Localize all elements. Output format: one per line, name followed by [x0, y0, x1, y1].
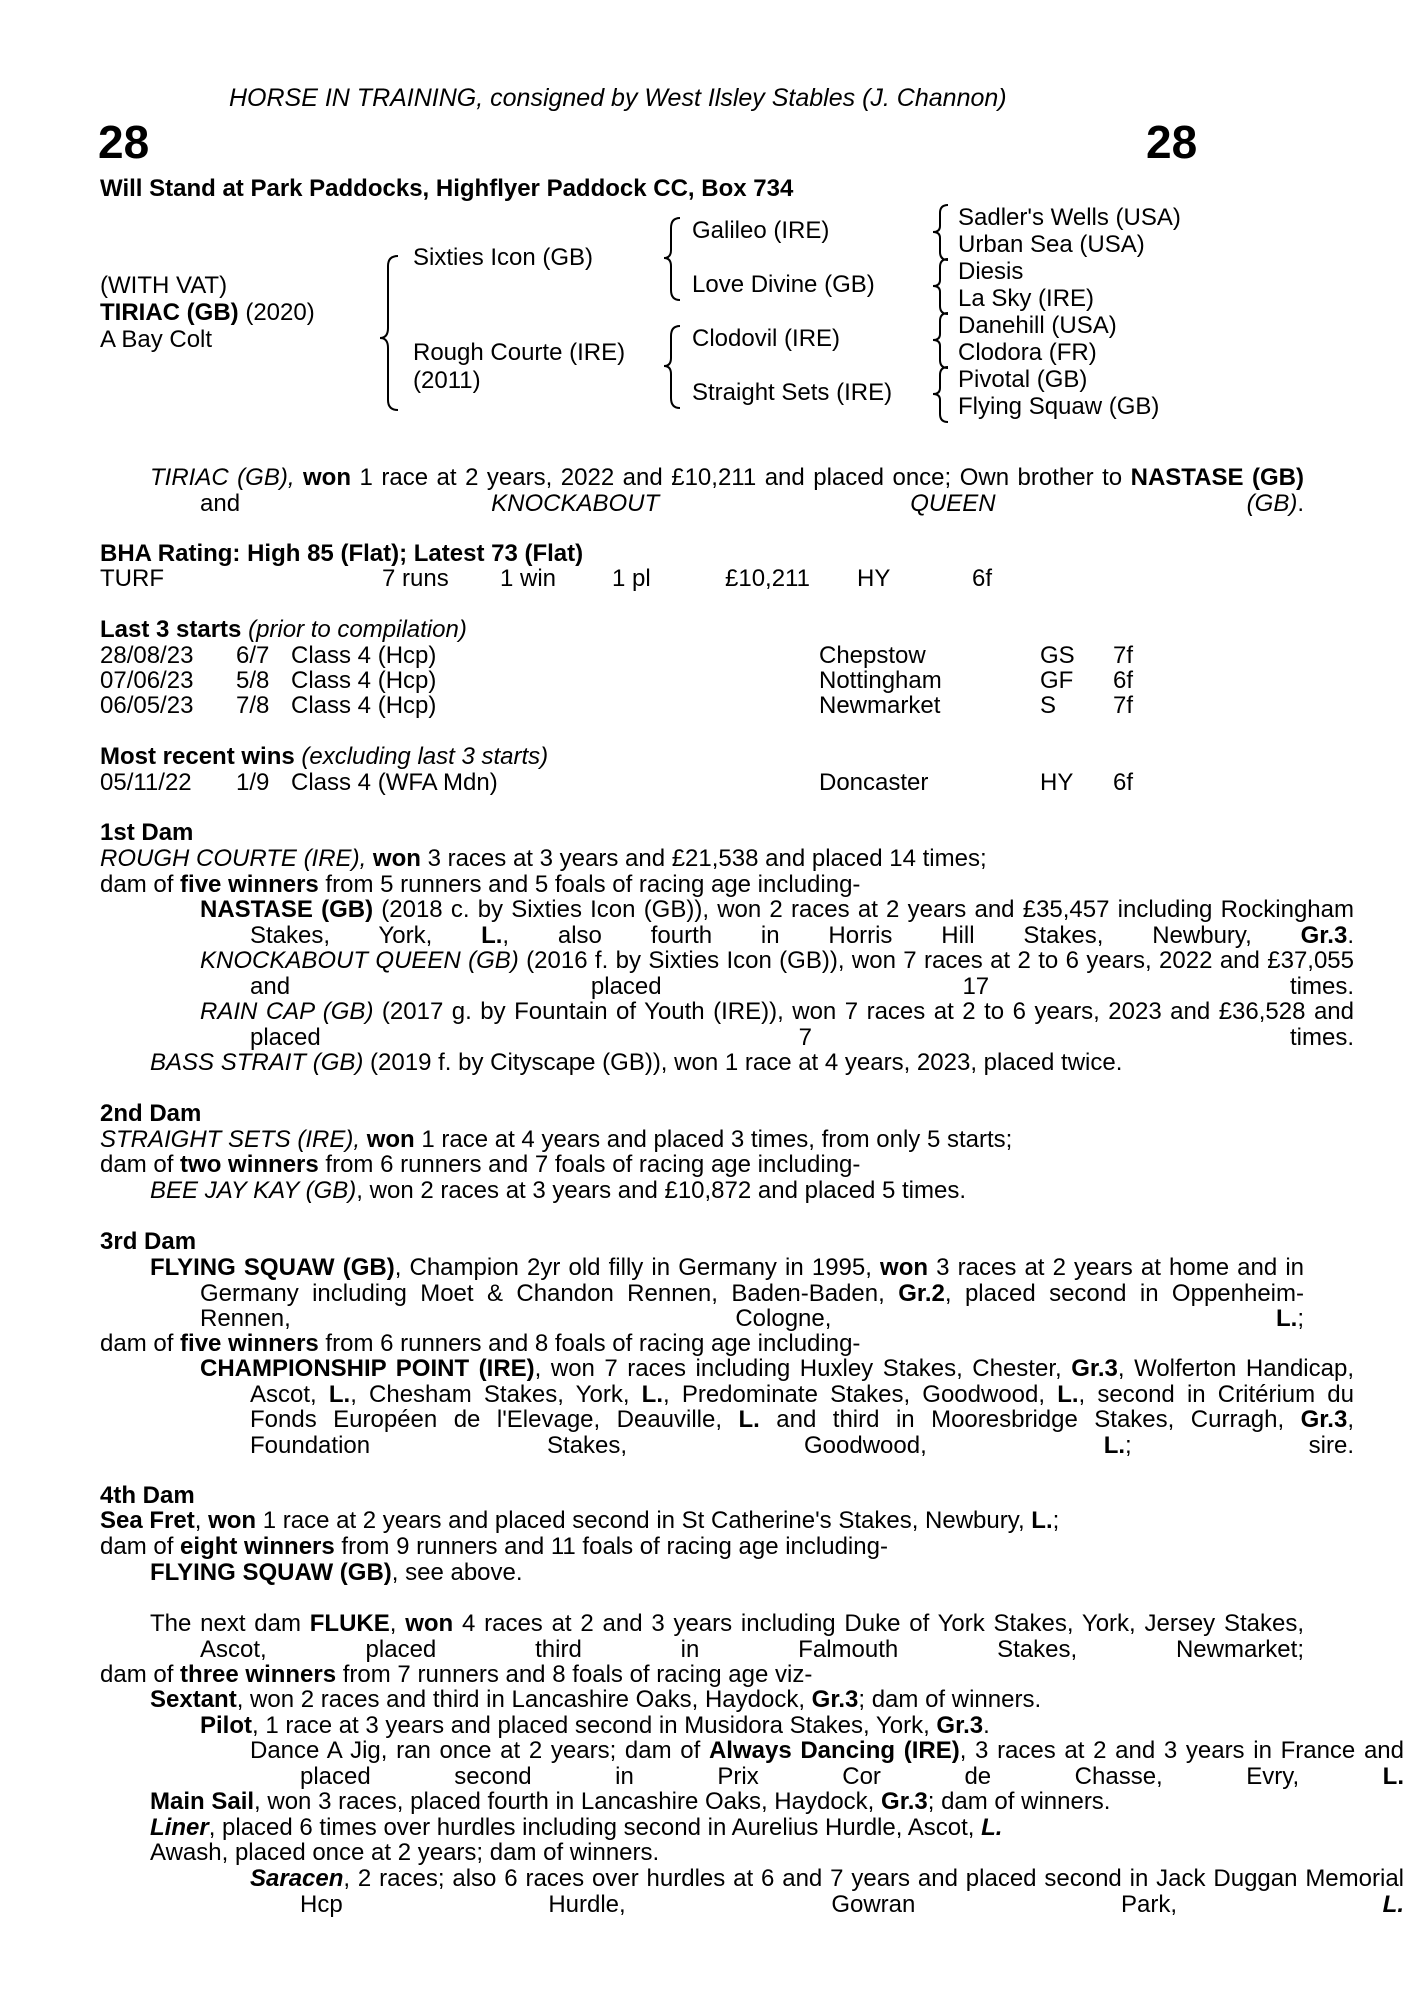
list-item: Liner, placed 6 times over hurdles including second in Aurelius Hurdle, Ascot, L.	[150, 1814, 1003, 1841]
dam-year: (2011)	[413, 367, 481, 394]
first-dam-produce: dam of five winners from 5 runners and 5 foals of racing age including-	[100, 871, 861, 898]
list-item: Pilot, 1 race at 3 years and placed second in Musidora Stakes, York, Gr.3.	[200, 1712, 990, 1739]
pedigree-g3-6: Clodora (FR)	[958, 339, 1097, 366]
last-starts-heading: Last 3 starts (prior to compilation)	[100, 616, 467, 643]
turf-record: TURF 7 runs 1 win 1 pl £10,211 HY 6f	[100, 565, 993, 592]
pedigree-g3-8: Flying Squaw (GB)	[958, 393, 1160, 420]
list-item: Dance A Jig, ran once at 2 years; dam of Always Dancing (IRE), 3 races at 2 and 3 years in France and placed second in Prix Cor de Chasse, Evry, L.	[250, 1737, 1404, 1790]
list-item: Awash, placed once at 2 years; dam of winners.	[150, 1839, 660, 1866]
recent-wins-heading: Most recent wins (excluding last 3 starts)	[100, 743, 549, 770]
lot-number-right: 28	[1146, 116, 1198, 168]
pedigree-dam-dam: Straight Sets (IRE)	[692, 379, 893, 406]
second-dam-produce: dam of two winners from 6 runners and 7 foals of racing age including-	[100, 1151, 861, 1178]
sire-name: Sixties Icon (GB)	[413, 244, 594, 271]
list-item: Sextant, won 2 races and third in Lancashire Oaks, Haydock, Gr.3; dam of winners.	[150, 1686, 1042, 1713]
pedigree-sire-dam: Love Divine (GB)	[692, 271, 875, 298]
lot-number-left: 28	[98, 116, 150, 168]
third-dam-produce: dam of five winners from 6 runners and 8 foals of racing age including-	[100, 1330, 861, 1357]
list-item: CHAMPIONSHIP POINT (IRE), won 7 races including Huxley Stakes, Chester, Gr.3, Wolferton Handicap, Ascot, L., Chesham Stakes, York, L., Predominate Stakes, Goodwood, L., second in Critérium du Fonds Européen de l'Elevage, Deauville, L. and third in Mooresbridge Stakes, Curragh, Gr.3, Foundation Stakes, Goodwood, L.; sire.	[200, 1355, 1354, 1459]
pedigree-g3-1: Sadler's Wells (USA)	[958, 204, 1181, 231]
list-item: RAIN CAP (GB) (2017 g. by Fountain of Youth (IRE)), won 7 races at 2 to 6 years, 2023 and £36,528 and placed 7 times.	[200, 998, 1354, 1051]
pedigree-g3-5: Danehill (USA)	[958, 312, 1117, 339]
next-dam-record: The next dam FLUKE, won 4 races at 2 and 3 years including Duke of York Stakes, York, Jersey Stakes, Ascot, placed third in Falmouth Stakes, Newmarket;	[150, 1610, 1304, 1663]
list-item: BASS STRAIT (GB) (2019 f. by Cityscape (GB)), won 1 race at 4 years, 2023, placed twice.	[150, 1049, 1123, 1076]
third-dam-record: FLYING SQUAW (GB), Champion 2yr old filly in Germany in 1995, won 3 races at 2 years at home and in Germany including Moet & Chandon Rennen, Baden-Baden, Gr.2, placed second in Oppenheim-Rennen, Cologne, L.;	[150, 1254, 1305, 1332]
list-item: NASTASE (GB) (2018 c. by Sixties Icon (GB)), won 2 races at 2 years and £35,457 including Rockingham Stakes, York, L., also fourth in Horris Hill Stakes, Newbury, Gr.3.	[200, 896, 1354, 949]
table-row: 06/05/23 7/8 Class 4 (Hcp) Newmarket S 7f	[100, 692, 1134, 719]
fourth-dam-heading: 4th Dam	[100, 1482, 195, 1509]
table-row: 07/06/23 5/8 Class 4 (Hcp) Nottingham GF 6f	[100, 667, 1134, 694]
horse-year: (2020)	[238, 299, 315, 326]
list-item: BEE JAY KAY (GB), won 2 races at 3 years and £10,872 and placed 5 times.	[150, 1177, 967, 1204]
pedigree-g3-7: Pivotal (GB)	[958, 366, 1088, 393]
pedigree-g3-3: Diesis	[958, 258, 1024, 285]
list-item: FLYING SQUAW (GB), see above.	[150, 1559, 523, 1586]
fourth-dam-produce: dam of eight winners from 9 runners and 11 foals of racing age including-	[100, 1533, 888, 1560]
table-row: 05/11/22 1/9 Class 4 (WFA Mdn) Doncaster HY 6f	[100, 769, 1134, 796]
dam-name: Rough Courte (IRE)	[413, 339, 626, 366]
horse-name: TIRIAC (GB)	[100, 299, 239, 326]
second-dam-record: STRAIGHT SETS (IRE), won 1 race at 4 years and placed 3 times, from only 5 starts;	[100, 1126, 1013, 1153]
race-summary: TIRIAC (GB), won 1 race at 2 years, 2022 and £10,211 and placed once; Own brother to NASTASE (GB) and KNOCKABOUT QUEEN (GB).	[150, 464, 1304, 517]
bha-rating: BHA Rating: High 85 (Flat); Latest 73 (Flat)	[100, 540, 584, 567]
fourth-dam-record: Sea Fret, won 1 race at 2 years and placed second in St Catherine's Stakes, Newbury, L.;	[100, 1507, 1060, 1534]
list-item: Main Sail, won 3 races, placed fourth in Lancashire Oaks, Haydock, Gr.3; dam of winners.	[150, 1788, 1111, 1815]
third-dam-heading: 3rd Dam	[100, 1228, 197, 1255]
stand-location: Will Stand at Park Paddocks, Highflyer Paddock CC, Box 734	[100, 175, 794, 202]
list-item: KNOCKABOUT QUEEN (GB) (2016 f. by Sixties Icon (GB)), won 7 races at 2 to 6 years, 2022 and £37,055 and placed 17 times.	[200, 947, 1355, 1000]
vat-note: (WITH VAT)	[100, 272, 228, 299]
table-row: 28/08/23 6/7 Class 4 (Hcp) Chepstow GS 7f	[100, 642, 1134, 669]
first-dam-record: ROUGH COURTE (IRE), won 3 races at 3 years and £21,538 and placed 14 times;	[100, 845, 987, 872]
consignment-title: HORSE IN TRAINING, consigned by West Ilsley Stables (J. Channon)	[229, 84, 1007, 112]
second-dam-heading: 2nd Dam	[100, 1100, 202, 1127]
next-dam-produce: dam of three winners from 7 runners and 8 foals of racing age viz-	[100, 1661, 813, 1688]
pedigree-dam-sire: Clodovil (IRE)	[692, 325, 841, 352]
first-dam-heading: 1st Dam	[100, 819, 194, 846]
list-item: Saracen, 2 races; also 6 races over hurdles at 6 and 7 years and placed second in Jack Duggan Memorial Hcp Hurdle, Gowran Park, L.	[250, 1865, 1404, 1918]
pedigree-g3-2: Urban Sea (USA)	[958, 231, 1145, 258]
pedigree-sire-sire: Galileo (IRE)	[692, 217, 830, 244]
horse-description: A Bay Colt	[100, 326, 213, 353]
pedigree-g3-4: La Sky (IRE)	[958, 285, 1095, 312]
